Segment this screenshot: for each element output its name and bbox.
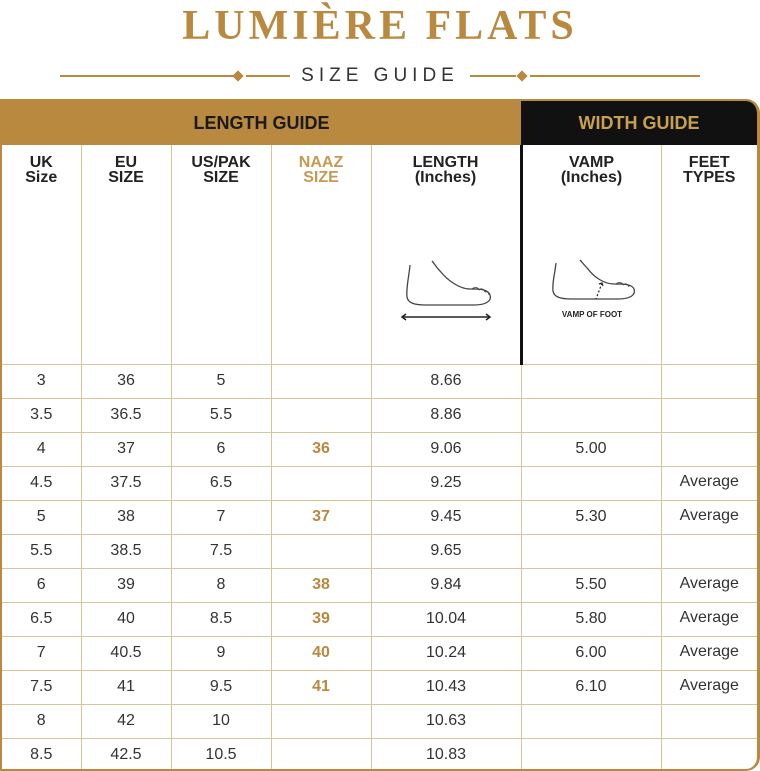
cell-uk: 8.5 — [2, 738, 81, 771]
subtitle-row — [60, 64, 700, 88]
cell-feet-type — [661, 738, 757, 771]
cell-vamp — [521, 364, 661, 398]
cell-us-pak: 9.5 — [171, 670, 271, 704]
cell-vamp: 5.00 — [521, 432, 661, 466]
header-uk-size: UK Size — [2, 145, 81, 364]
cell-eu: 38.5 — [81, 534, 171, 568]
cell-us-pak: 6.5 — [171, 466, 271, 500]
cell-length: 8.86 — [371, 398, 521, 432]
cell-us-pak: 7 — [171, 500, 271, 534]
cell-feet-type: Average — [661, 636, 757, 670]
cell-feet-type: Average — [661, 602, 757, 636]
cell-feet-type: Average — [661, 500, 757, 534]
vamp-caption: VAMP OF FOOT — [561, 310, 622, 319]
cell-vamp: 6.00 — [521, 636, 661, 670]
cell-length: 10.04 — [371, 602, 521, 636]
cell-naaz: 40 — [271, 636, 371, 670]
table-row — [2, 568, 757, 602]
header-naaz-size: NAAZ SIZE — [271, 145, 371, 364]
cell-naaz — [271, 738, 371, 771]
cell-eu: 39 — [81, 568, 171, 602]
cell-vamp — [521, 704, 661, 738]
cell-feet-type: Average — [661, 670, 757, 704]
cell-feet-type — [661, 704, 757, 738]
cell-us-pak: 8 — [171, 568, 271, 602]
table-row — [2, 398, 757, 432]
cell-feet-type: Average — [661, 466, 757, 500]
cell-us-pak: 5.5 — [171, 398, 271, 432]
foot-length-icon — [396, 259, 496, 325]
header-us-pak-size: US/PAK SIZE — [171, 145, 271, 364]
cell-us-pak: 8.5 — [171, 602, 271, 636]
cell-naaz: 36 — [271, 432, 371, 466]
cell-naaz — [271, 398, 371, 432]
table-row — [2, 432, 757, 466]
foot-vamp-icon — [542, 259, 642, 325]
cell-naaz: 41 — [271, 670, 371, 704]
cell-eu: 37.5 — [81, 466, 171, 500]
cell-eu: 36 — [81, 364, 171, 398]
cell-naaz — [271, 466, 371, 500]
cell-length: 9.45 — [371, 500, 521, 534]
divider-line-right-short — [470, 75, 516, 77]
cell-uk: 4.5 — [2, 466, 81, 500]
cell-length: 9.84 — [371, 568, 521, 602]
cell-feet-type — [661, 432, 757, 466]
length-guide-band: LENGTH GUIDE — [2, 101, 521, 145]
cell-uk: 6 — [2, 568, 81, 602]
cell-naaz: 37 — [271, 500, 371, 534]
cell-vamp — [521, 534, 661, 568]
cell-vamp — [521, 738, 661, 771]
table-row — [2, 534, 757, 568]
table-row — [2, 602, 757, 636]
cell-uk: 4 — [2, 432, 81, 466]
cell-us-pak: 10.5 — [171, 738, 271, 771]
cell-length: 10.83 — [371, 738, 521, 771]
cell-vamp: 5.30 — [521, 500, 661, 534]
cell-naaz: 39 — [271, 602, 371, 636]
cell-uk: 5 — [2, 500, 81, 534]
cell-us-pak: 9 — [171, 636, 271, 670]
header-vamp: VAMP (Inches) VAMP OF FOOT — [521, 145, 661, 364]
cell-feet-type: Average — [661, 568, 757, 602]
cell-eu: 40.5 — [81, 636, 171, 670]
table-row — [2, 704, 757, 738]
cell-us-pak: 5 — [171, 364, 271, 398]
cell-vamp: 6.10 — [521, 670, 661, 704]
cell-uk: 7 — [2, 636, 81, 670]
cell-naaz: 38 — [271, 568, 371, 602]
cell-feet-type — [661, 364, 757, 398]
cell-us-pak: 6 — [171, 432, 271, 466]
divider-line-right — [530, 75, 700, 77]
size-table — [2, 101, 757, 771]
cell-uk: 5.5 — [2, 534, 81, 568]
cell-uk: 8 — [2, 704, 81, 738]
cell-length: 8.66 — [371, 364, 521, 398]
cell-vamp: 5.80 — [521, 602, 661, 636]
cell-length: 9.06 — [371, 432, 521, 466]
cell-vamp — [521, 466, 661, 500]
cell-length: 10.43 — [371, 670, 521, 704]
table-row — [2, 738, 757, 771]
cell-eu: 41 — [81, 670, 171, 704]
size-chart — [0, 99, 760, 771]
cell-vamp — [521, 398, 661, 432]
header-eu-size: EU SIZE — [81, 145, 171, 364]
cell-eu: 42 — [81, 704, 171, 738]
cell-feet-type — [661, 398, 757, 432]
table-row — [2, 466, 757, 500]
width-guide-band: WIDTH GUIDE — [521, 101, 757, 145]
cell-uk: 3 — [2, 364, 81, 398]
cell-eu: 42.5 — [81, 738, 171, 771]
cell-us-pak: 7.5 — [171, 534, 271, 568]
cell-eu: 38 — [81, 500, 171, 534]
cell-naaz — [271, 364, 371, 398]
table-row — [2, 500, 757, 534]
cell-uk: 6.5 — [2, 602, 81, 636]
cell-naaz — [271, 704, 371, 738]
cell-vamp: 5.50 — [521, 568, 661, 602]
cell-length: 9.25 — [371, 466, 521, 500]
cell-eu: 40 — [81, 602, 171, 636]
table-row — [2, 364, 757, 398]
header-feet-types: FEET TYPES — [661, 145, 757, 364]
cell-us-pak: 10 — [171, 704, 271, 738]
header-length: LENGTH (Inches) — [371, 145, 521, 364]
cell-feet-type — [661, 534, 757, 568]
table-row — [2, 670, 757, 704]
cell-eu: 36.5 — [81, 398, 171, 432]
cell-uk: 7.5 — [2, 670, 81, 704]
page-subtitle: SIZE GUIDE — [301, 65, 459, 86]
cell-length: 10.63 — [371, 704, 521, 738]
cell-naaz — [271, 534, 371, 568]
cell-length: 10.24 — [371, 636, 521, 670]
table-row — [2, 636, 757, 670]
brand-title: LUMIÈRE FLATS — [182, 3, 578, 49]
cell-uk: 3.5 — [2, 398, 81, 432]
cell-eu: 37 — [81, 432, 171, 466]
cell-length: 9.65 — [371, 534, 521, 568]
